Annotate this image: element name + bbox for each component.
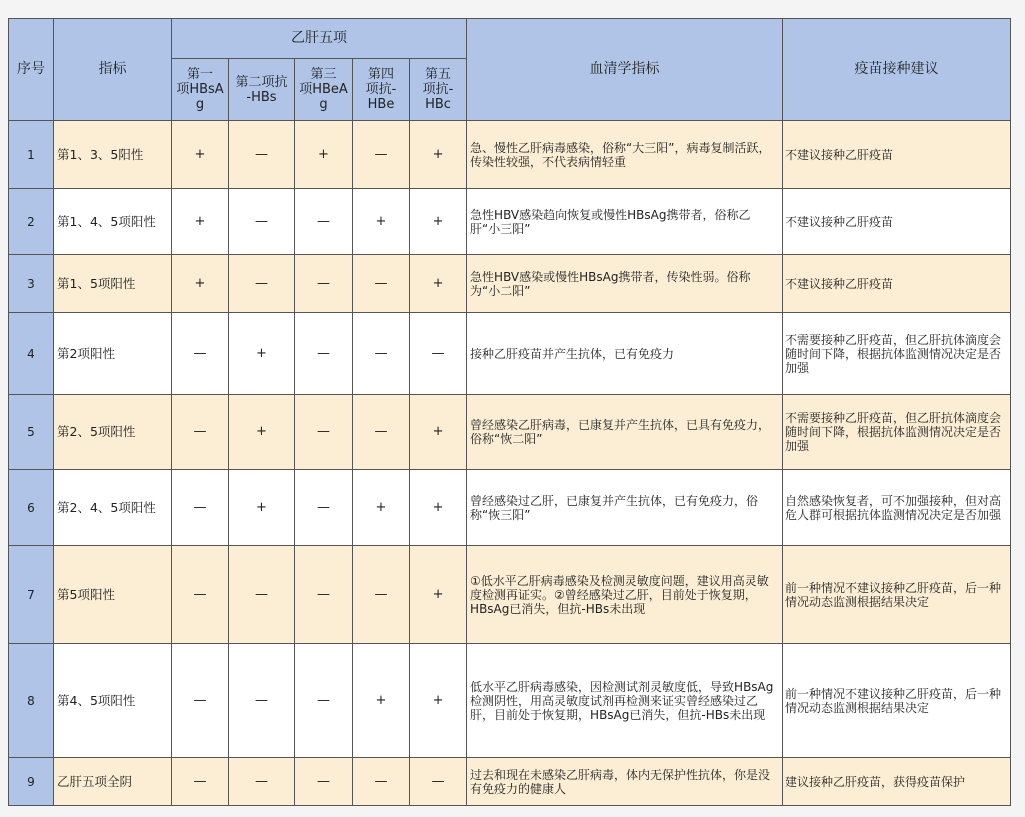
table-header: [9, 19, 1011, 121]
table-row: [9, 255, 1011, 313]
row-mark: +: [410, 546, 467, 644]
row-mark: +: [172, 255, 229, 313]
table-row: [9, 758, 1011, 806]
table-row: [9, 121, 1011, 189]
row-mark: —: [172, 313, 229, 395]
row-mark: —: [295, 644, 353, 758]
row-mark: —: [172, 470, 229, 546]
row-mark: —: [172, 644, 229, 758]
row-serum: 过去和现在未感染乙肝病毒，体内无保护性抗体，你是没有免疫力的健康人: [467, 758, 783, 806]
row-mark: —: [229, 758, 295, 806]
row-indicator: 第1、5项阳性: [54, 255, 172, 313]
row-indicator: 乙肝五项全阴: [54, 758, 172, 806]
row-serum: ①低水平乙肝病毒感染及检测灵敏度问题，建议用高灵敏度检测再证实。②曾经感染过乙肝，目前处于恢复期，HBsAg已消失，但抗-HBs未出现: [467, 546, 783, 644]
header-indicator: 指标: [54, 19, 172, 121]
row-vaccine: 不建议接种乙肝疫苗: [783, 255, 1011, 313]
row-mark: +: [410, 189, 467, 255]
row-vaccine: 自然感染恢复者，可不加强接种，但对高危人群可根据抗体监测情况决定是否加强: [783, 470, 1011, 546]
row-mark: +: [410, 644, 467, 758]
row-serum: 急性HBV感染或慢性HBsAg携带者，传染性弱。俗称为“小二阳”: [467, 255, 783, 313]
hbv-table-container: [8, 18, 1010, 806]
row-mark: +: [172, 189, 229, 255]
row-indicator: 第2项阳性: [54, 313, 172, 395]
header-item-3: 第三 项HBeA g: [295, 59, 353, 121]
table-row: [9, 470, 1011, 546]
row-seq: 6: [9, 470, 54, 546]
row-mark: —: [172, 758, 229, 806]
row-vaccine: 不建议接种乙肝疫苗: [783, 121, 1011, 189]
row-mark: —: [353, 255, 410, 313]
table-row: [9, 546, 1011, 644]
row-serum: 低水平乙肝病毒感染，因检测试剂灵敏度低，导致HBsAg检测阴性，用高灵敏度试剂再检测来证实曾经感染过乙肝，目前处于恢复期，HBsAg已消失，但抗-HBs未出现: [467, 644, 783, 758]
row-mark: —: [229, 644, 295, 758]
row-seq: 8: [9, 644, 54, 758]
row-serum: 接种乙肝疫苗并产生抗体，已有免疫力: [467, 313, 783, 395]
row-indicator: 第1、4、5项阳性: [54, 189, 172, 255]
row-vaccine: 建议接种乙肝疫苗，获得疫苗保护: [783, 758, 1011, 806]
row-mark: —: [295, 470, 353, 546]
row-mark: +: [410, 121, 467, 189]
header-seq: 序号: [9, 19, 54, 121]
row-mark: —: [295, 758, 353, 806]
row-serum: 急性HBV感染趋向恢复或慢性HBsAg携带者，俗称乙肝“小三阳”: [467, 189, 783, 255]
table-body: [9, 121, 1011, 806]
row-mark: —: [229, 546, 295, 644]
row-seq: 2: [9, 189, 54, 255]
row-mark: +: [353, 189, 410, 255]
row-mark: —: [229, 189, 295, 255]
row-mark: —: [229, 121, 295, 189]
row-seq: 7: [9, 546, 54, 644]
row-mark: —: [353, 395, 410, 470]
row-mark: +: [410, 255, 467, 313]
row-seq: 5: [9, 395, 54, 470]
table-row: [9, 313, 1011, 395]
row-seq: 9: [9, 758, 54, 806]
row-mark: —: [295, 546, 353, 644]
row-mark: —: [172, 546, 229, 644]
row-vaccine: 前一种情况不建议接种乙肝疫苗，后一种情况动态监测根据结果决定: [783, 644, 1011, 758]
header-item-4: 第四 项抗- HBe: [353, 59, 410, 121]
row-seq: 3: [9, 255, 54, 313]
row-mark: —: [353, 313, 410, 395]
row-vaccine: 前一种情况不建议接种乙肝疫苗，后一种情况动态监测根据结果决定: [783, 546, 1011, 644]
row-indicator: 第4、5项阳性: [54, 644, 172, 758]
row-serum: 急、慢性乙肝病毒感染，俗称“大三阳”，病毒复制活跃，传染性较强，不代表病情轻重: [467, 121, 783, 189]
row-mark: —: [410, 313, 467, 395]
header-serum: 血清学指标: [467, 19, 783, 121]
row-vaccine: 不需要接种乙肝疫苗，但乙肝抗体滴度会随时间下降，根据抗体监测情况决定是否加强: [783, 313, 1011, 395]
row-mark: —: [295, 313, 353, 395]
row-mark: —: [410, 758, 467, 806]
row-seq: 4: [9, 313, 54, 395]
header-item-2: 第二项抗 -HBs: [229, 59, 295, 121]
header-item-5: 第五 项抗- HBc: [410, 59, 467, 121]
row-mark: +: [229, 395, 295, 470]
row-mark: +: [410, 395, 467, 470]
row-mark: —: [295, 189, 353, 255]
header-group: 乙肝五项: [172, 19, 467, 59]
row-vaccine: 不建议接种乙肝疫苗: [783, 189, 1011, 255]
row-indicator: 第2、4、5项阳性: [54, 470, 172, 546]
header-vaccine: 疫苗接种建议: [783, 19, 1011, 121]
row-mark: +: [410, 470, 467, 546]
row-indicator: 第2、5项阳性: [54, 395, 172, 470]
table-row: [9, 189, 1011, 255]
row-mark: —: [353, 758, 410, 806]
row-mark: +: [229, 470, 295, 546]
row-mark: —: [353, 121, 410, 189]
header-item-1: 第一 项HBsA g: [172, 59, 229, 121]
row-vaccine: 不需要接种乙肝疫苗，但乙肝抗体滴度会随时间下降，根据抗体监测情况决定是否加强: [783, 395, 1011, 470]
table-row: [9, 644, 1011, 758]
row-mark: —: [229, 255, 295, 313]
row-mark: +: [295, 121, 353, 189]
row-mark: +: [353, 644, 410, 758]
row-seq: 1: [9, 121, 54, 189]
row-mark: +: [353, 470, 410, 546]
row-serum: 曾经感染乙肝病毒，已康复并产生抗体，已具有免疫力，俗称“恢二阳”: [467, 395, 783, 470]
row-mark: —: [172, 395, 229, 470]
hbv-five-items-table: [8, 18, 1011, 806]
row-mark: —: [295, 395, 353, 470]
row-mark: —: [353, 546, 410, 644]
row-indicator: 第5项阳性: [54, 546, 172, 644]
row-mark: +: [172, 121, 229, 189]
row-mark: +: [229, 313, 295, 395]
row-serum: 曾经感染过乙肝，已康复并产生抗体，已有免疫力，俗称“恢三阳”: [467, 470, 783, 546]
row-indicator: 第1、3、5阳性: [54, 121, 172, 189]
row-mark: —: [295, 255, 353, 313]
table-row: [9, 395, 1011, 470]
